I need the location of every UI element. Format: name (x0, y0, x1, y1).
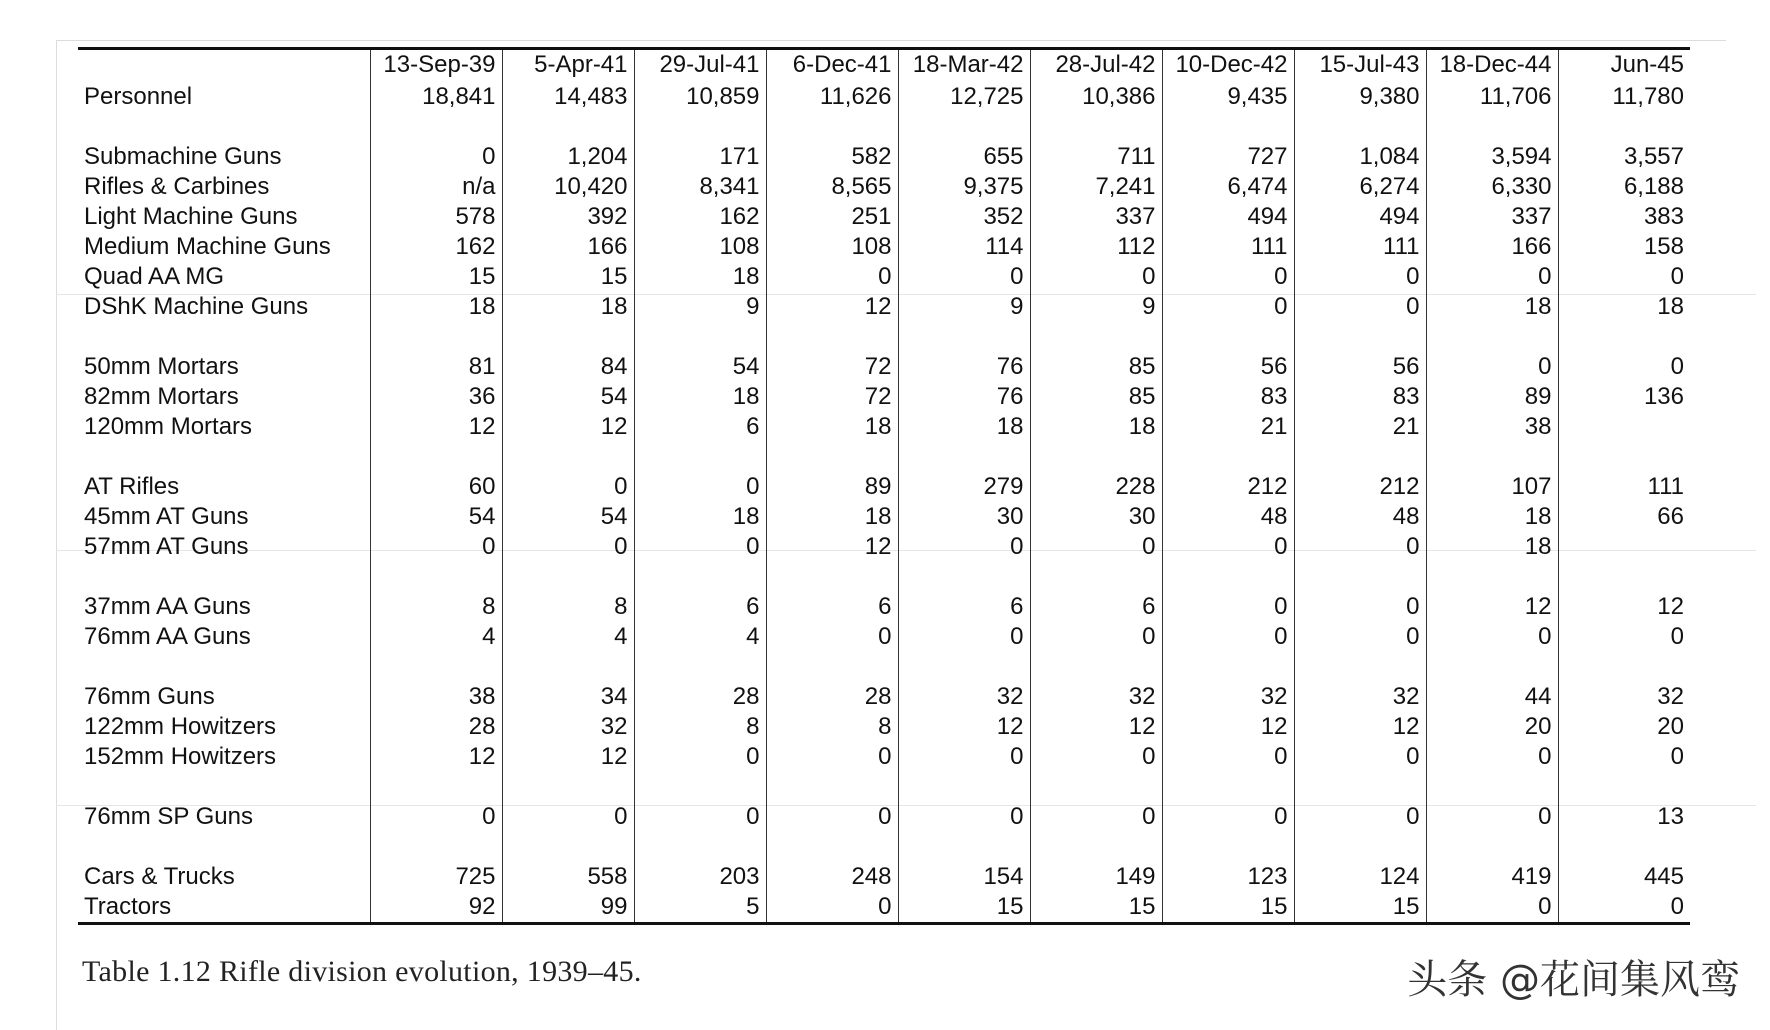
table-cell: 18 (1426, 292, 1558, 322)
table-cell: 11,706 (1426, 80, 1558, 112)
table-cell: 92 (370, 892, 502, 924)
table-row (78, 802, 1690, 832)
table-cell: 54 (502, 502, 634, 532)
table-cell: 0 (1294, 592, 1426, 622)
table-cell: 89 (1426, 382, 1558, 412)
table-cell: 44 (1426, 682, 1558, 712)
table-cell: 383 (1558, 202, 1690, 232)
table-cell: 124 (1294, 862, 1426, 892)
table-cell: 54 (370, 502, 502, 532)
column-header: 29-Jul-41 (634, 50, 766, 80)
table-cell: 111 (1294, 232, 1426, 262)
table-row (78, 262, 1690, 292)
row-label: AT Rifles (78, 472, 370, 502)
table-cell: 0 (502, 802, 634, 832)
table-cell: 0 (1294, 532, 1426, 562)
table-cell: 6,188 (1558, 172, 1690, 202)
table-cell: 38 (1426, 412, 1558, 442)
table-cell: 0 (1294, 802, 1426, 832)
table-cell: 21 (1162, 412, 1294, 442)
table-cell: 337 (1030, 202, 1162, 232)
table-row (78, 532, 1690, 562)
table-cell: 0 (1294, 292, 1426, 322)
table-cell: 30 (1030, 502, 1162, 532)
table-cell: 10,386 (1030, 80, 1162, 112)
table-header (78, 49, 1690, 81)
table-cell: 136 (1558, 382, 1690, 412)
group-spacer (78, 442, 1690, 472)
table-cell: 38 (370, 682, 502, 712)
table-cell: 0 (766, 802, 898, 832)
table-cell: 6 (634, 412, 766, 442)
table-cell: 15 (1030, 892, 1162, 924)
table-cell: 251 (766, 202, 898, 232)
table-cell: 6 (634, 592, 766, 622)
row-label: Rifles & Carbines (78, 172, 370, 202)
table-cell: 12 (1426, 592, 1558, 622)
column-header: 15-Jul-43 (1294, 50, 1426, 80)
header-label-cell (78, 50, 370, 80)
table-cell: 9 (1030, 292, 1162, 322)
table-cell: 9,375 (898, 172, 1030, 202)
table-cell: 0 (370, 142, 502, 172)
table-cell: 725 (370, 862, 502, 892)
table-cell: 10,859 (634, 80, 766, 112)
table-cell: 32 (898, 682, 1030, 712)
table-row (78, 232, 1690, 262)
table-cell: 36 (370, 382, 502, 412)
table-cell: 337 (1426, 202, 1558, 232)
table-cell: 15 (1294, 892, 1426, 924)
table-cell: 0 (634, 802, 766, 832)
table-cell: 32 (1558, 682, 1690, 712)
table-cell: 0 (898, 802, 1030, 832)
table-cell: 60 (370, 472, 502, 502)
table-cell: 0 (766, 262, 898, 292)
table-cell: 18 (370, 292, 502, 322)
table-cell: 32 (502, 712, 634, 742)
row-label: Submachine Guns (78, 142, 370, 172)
table-cell: 154 (898, 862, 1030, 892)
table-cell: 8 (502, 592, 634, 622)
table-row (78, 172, 1690, 202)
table-cell: 89 (766, 472, 898, 502)
table-cell: 48 (1294, 502, 1426, 532)
table-cell: 0 (1162, 262, 1294, 292)
table-cell: 18 (1030, 412, 1162, 442)
table-cell: 32 (1030, 682, 1162, 712)
table-cell: 711 (1030, 142, 1162, 172)
table-cell: 4 (634, 622, 766, 652)
table-cell: 166 (502, 232, 634, 262)
table-cell: 11,626 (766, 80, 898, 112)
table-cell: 107 (1426, 472, 1558, 502)
table-cell: 352 (898, 202, 1030, 232)
table-row (78, 382, 1690, 412)
table-row (78, 142, 1690, 172)
table-cell: 111 (1558, 472, 1690, 502)
group-spacer (78, 112, 1690, 142)
table-cell: 13 (1558, 802, 1690, 832)
table-cell: 14,483 (502, 80, 634, 112)
row-label: 37mm AA Guns (78, 592, 370, 622)
table-cell: 8 (634, 712, 766, 742)
table-cell: 30 (898, 502, 1030, 532)
group-spacer (78, 562, 1690, 592)
table-cell: 0 (1558, 892, 1690, 924)
table-cell: 212 (1294, 472, 1426, 502)
table-cell: 3,557 (1558, 142, 1690, 172)
table-cell: 0 (1558, 622, 1690, 652)
table-body (78, 80, 1690, 924)
table-cell: 20 (1426, 712, 1558, 742)
table-cell: 0 (1030, 742, 1162, 772)
table-row (78, 502, 1690, 532)
row-label: Tractors (78, 892, 370, 924)
table-cell: 99 (502, 892, 634, 924)
row-label: 45mm AT Guns (78, 502, 370, 532)
table-cell: 32 (1294, 682, 1426, 712)
table-cell: 12 (898, 712, 1030, 742)
table-cell: 0 (1426, 802, 1558, 832)
table-cell: 15 (370, 262, 502, 292)
table-cell: 0 (634, 742, 766, 772)
column-header: 13-Sep-39 (370, 50, 502, 80)
table-cell: 0 (898, 742, 1030, 772)
table-cell: 558 (502, 862, 634, 892)
table-cell: 20 (1558, 712, 1690, 742)
table-cell: 0 (1030, 532, 1162, 562)
table-row (78, 352, 1690, 382)
table-cell: 108 (766, 232, 898, 262)
table-cell: 494 (1162, 202, 1294, 232)
table-row (78, 292, 1690, 322)
table-cell: 8 (370, 592, 502, 622)
table-cell: 162 (634, 202, 766, 232)
table-cell: 9 (634, 292, 766, 322)
table-cell: 0 (898, 622, 1030, 652)
table-cell: 12,725 (898, 80, 1030, 112)
column-header: 10-Dec-42 (1162, 50, 1294, 80)
table-row (78, 862, 1690, 892)
table-cell: 54 (634, 352, 766, 382)
rifle-division-table (78, 47, 1690, 925)
table-cell: 12 (766, 292, 898, 322)
table-cell: 0 (1294, 742, 1426, 772)
table-cell: 248 (766, 862, 898, 892)
table-cell: 76 (898, 352, 1030, 382)
table-cell: 0 (634, 472, 766, 502)
table-cell: 56 (1294, 352, 1426, 382)
row-label: Quad AA MG (78, 262, 370, 292)
table-cell: 12 (1030, 712, 1162, 742)
row-label: Light Machine Guns (78, 202, 370, 232)
table-cell: 12 (502, 412, 634, 442)
table-cell: 0 (1294, 262, 1426, 292)
row-label: Personnel (78, 80, 370, 112)
table-row (78, 622, 1690, 652)
table-cell: 56 (1162, 352, 1294, 382)
group-spacer (78, 832, 1690, 862)
table-cell: 18 (766, 412, 898, 442)
table-cell: 279 (898, 472, 1030, 502)
header-row (78, 50, 1690, 80)
table-cell: n/a (370, 172, 502, 202)
table-cell: 0 (502, 532, 634, 562)
table-cell: 18 (1426, 502, 1558, 532)
table-cell: 11,780 (1558, 80, 1690, 112)
table-cell: 21 (1294, 412, 1426, 442)
row-label: 76mm Guns (78, 682, 370, 712)
table-cell: 28 (370, 712, 502, 742)
row-label: 50mm Mortars (78, 352, 370, 382)
table-cell: 0 (1558, 352, 1690, 382)
table-cell: 12 (370, 742, 502, 772)
table-cell: 0 (766, 622, 898, 652)
table-cell: 0 (634, 532, 766, 562)
table-cell: 18 (1558, 292, 1690, 322)
row-label: 122mm Howitzers (78, 712, 370, 742)
table-cell: 9,380 (1294, 80, 1426, 112)
table-cell: 18 (1426, 532, 1558, 562)
column-header: 5-Apr-41 (502, 50, 634, 80)
table-cell: 0 (370, 802, 502, 832)
table-cell: 48 (1162, 502, 1294, 532)
table-cell: 5 (634, 892, 766, 924)
row-label: 57mm AT Guns (78, 532, 370, 562)
table-cell: 15 (1162, 892, 1294, 924)
table-cell: 18 (502, 292, 634, 322)
table-row (78, 592, 1690, 622)
table-cell: 228 (1030, 472, 1162, 502)
row-label: 152mm Howitzers (78, 742, 370, 772)
table-cell: 166 (1426, 232, 1558, 262)
table-row (78, 412, 1690, 442)
table-cell: 7,241 (1030, 172, 1162, 202)
row-label: 120mm Mortars (78, 412, 370, 442)
table-cell: 162 (370, 232, 502, 262)
table-cell: 15 (502, 262, 634, 292)
table-cell: 578 (370, 202, 502, 232)
table-cell: 12 (766, 532, 898, 562)
table-cell: 6,474 (1162, 172, 1294, 202)
table-caption: Table 1.12 Rifle division evolution, 1939–45. (82, 955, 642, 988)
table-cell (1558, 412, 1690, 442)
table-cell: 6,274 (1294, 172, 1426, 202)
table-row (78, 712, 1690, 742)
table-cell: 0 (1426, 622, 1558, 652)
table-cell: 72 (766, 352, 898, 382)
table-cell: 9,435 (1162, 80, 1294, 112)
table-cell: 0 (766, 892, 898, 924)
table-cell: 3,594 (1426, 142, 1558, 172)
table-cell: 212 (1162, 472, 1294, 502)
table-cell: 83 (1294, 382, 1426, 412)
table-cell: 112 (1030, 232, 1162, 262)
table-cell: 0 (1030, 622, 1162, 652)
table-cell: 9 (898, 292, 1030, 322)
group-spacer (78, 322, 1690, 352)
table-cell: 0 (1426, 262, 1558, 292)
table-cell: 15 (898, 892, 1030, 924)
table-cell: 494 (1294, 202, 1426, 232)
table-cell: 582 (766, 142, 898, 172)
table-cell: 445 (1558, 862, 1690, 892)
table-cell: 34 (502, 682, 634, 712)
table-cell: 8,565 (766, 172, 898, 202)
table-cell: 18 (634, 262, 766, 292)
row-label: 76mm AA Guns (78, 622, 370, 652)
table-cell: 727 (1162, 142, 1294, 172)
table-row (78, 472, 1690, 502)
column-header: Jun-45 (1558, 50, 1690, 80)
table-cell: 18,841 (370, 80, 502, 112)
table-cell: 0 (898, 262, 1030, 292)
table-cell: 158 (1558, 232, 1690, 262)
table-cell: 18 (898, 412, 1030, 442)
table-cell: 0 (1294, 622, 1426, 652)
table-cell: 0 (1162, 292, 1294, 322)
table-cell: 28 (634, 682, 766, 712)
table-cell: 392 (502, 202, 634, 232)
table-cell: 111 (1162, 232, 1294, 262)
table-cell: 84 (502, 352, 634, 382)
group-spacer (78, 772, 1690, 802)
table-cell: 85 (1030, 352, 1162, 382)
table-cell: 12 (1558, 592, 1690, 622)
row-label: DShK Machine Guns (78, 292, 370, 322)
table-cell: 28 (766, 682, 898, 712)
table-cell: 12 (502, 742, 634, 772)
table-cell: 0 (1426, 352, 1558, 382)
table-cell: 4 (370, 622, 502, 652)
table-cell: 6,330 (1426, 172, 1558, 202)
table-cell: 4 (502, 622, 634, 652)
table-cell: 108 (634, 232, 766, 262)
column-header: 18-Mar-42 (898, 50, 1030, 80)
column-header: 6-Dec-41 (766, 50, 898, 80)
column-header: 28-Jul-42 (1030, 50, 1162, 80)
row-label: Medium Machine Guns (78, 232, 370, 262)
watermark: 头条 @花间集风鸾 (1407, 957, 1740, 1003)
table-cell: 655 (898, 142, 1030, 172)
row-label: 82mm Mortars (78, 382, 370, 412)
table-cell: 0 (1426, 892, 1558, 924)
table-cell: 6 (898, 592, 1030, 622)
row-label: Cars & Trucks (78, 862, 370, 892)
table-cell: 0 (766, 742, 898, 772)
table-cell: 0 (1030, 802, 1162, 832)
table-cell: 0 (1558, 742, 1690, 772)
table-cell: 149 (1030, 862, 1162, 892)
row-label: 76mm SP Guns (78, 802, 370, 832)
table-cell: 0 (1162, 592, 1294, 622)
table-cell: 18 (634, 382, 766, 412)
table-cell: 12 (1162, 712, 1294, 742)
table-cell (1558, 532, 1690, 562)
table-row (78, 892, 1690, 924)
table-cell: 0 (1558, 262, 1690, 292)
table-cell: 1,204 (502, 142, 634, 172)
table-cell: 8,341 (634, 172, 766, 202)
column-header: 18-Dec-44 (1426, 50, 1558, 80)
table-cell: 10,420 (502, 172, 634, 202)
table-cell: 0 (898, 532, 1030, 562)
table-cell: 0 (1030, 262, 1162, 292)
table-cell: 123 (1162, 862, 1294, 892)
table-cell: 1,084 (1294, 142, 1426, 172)
table-cell: 6 (1030, 592, 1162, 622)
table-cell: 0 (1162, 532, 1294, 562)
table-cell: 6 (766, 592, 898, 622)
table-row (78, 742, 1690, 772)
table-row (78, 202, 1690, 232)
table-cell: 54 (502, 382, 634, 412)
table-cell: 0 (1162, 742, 1294, 772)
table-cell: 203 (634, 862, 766, 892)
table-cell: 0 (502, 472, 634, 502)
table-cell: 12 (1294, 712, 1426, 742)
table-cell: 0 (1162, 802, 1294, 832)
rifle-division-table-container (78, 47, 1690, 939)
table-cell: 0 (370, 532, 502, 562)
table-cell: 85 (1030, 382, 1162, 412)
table-cell: 66 (1558, 502, 1690, 532)
table-cell: 76 (898, 382, 1030, 412)
table-cell: 12 (370, 412, 502, 442)
group-spacer (78, 652, 1690, 682)
table-cell: 8 (766, 712, 898, 742)
table-row (78, 80, 1690, 112)
table-cell: 18 (766, 502, 898, 532)
table-cell: 18 (634, 502, 766, 532)
table-cell: 0 (1426, 742, 1558, 772)
table-cell: 419 (1426, 862, 1558, 892)
table-cell: 32 (1162, 682, 1294, 712)
table-cell: 72 (766, 382, 898, 412)
table-row (78, 682, 1690, 712)
table-cell: 171 (634, 142, 766, 172)
table-cell: 81 (370, 352, 502, 382)
table-cell: 114 (898, 232, 1030, 262)
table-cell: 0 (1162, 622, 1294, 652)
table-cell: 83 (1162, 382, 1294, 412)
